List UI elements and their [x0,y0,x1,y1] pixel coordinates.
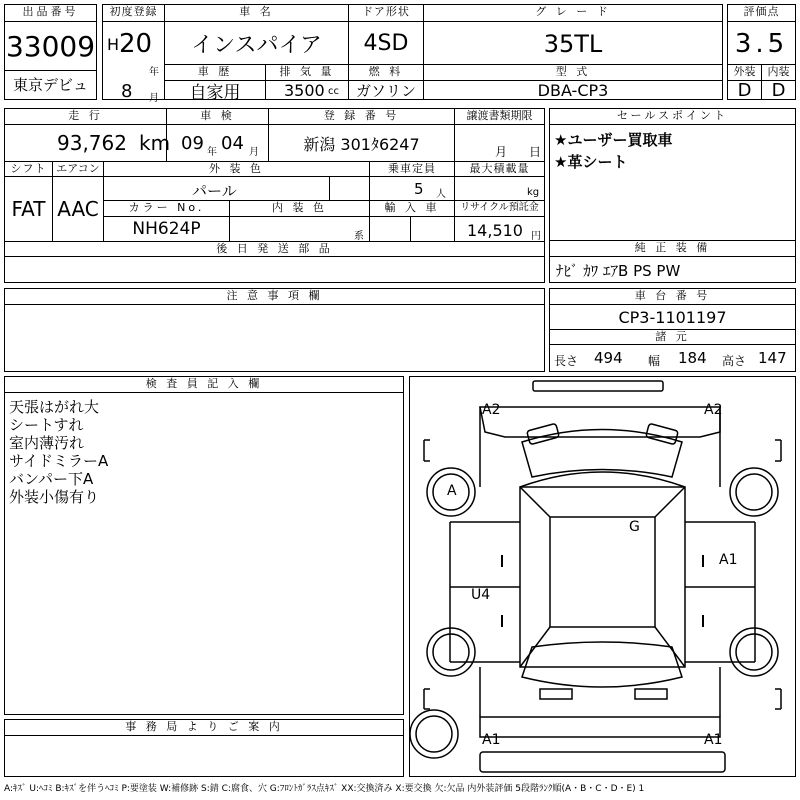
lot-label: 出品番号 [5,5,96,22]
inspection-label: 車 検 [167,109,269,125]
office-box [4,719,404,777]
interior-label: 内装 [762,64,795,81]
ext-color-value: パール [192,182,237,200]
reg-label: 登 録 番 号 [269,109,455,125]
displacement-label: 排 気 量 [266,64,349,81]
height-label: 高さ [722,354,747,368]
model-value: DBA-CP3 [537,80,609,100]
mark-a2-right: A2 [704,402,723,418]
import-divider [410,217,411,241]
mileage-label: 走 行 [5,109,167,125]
door-label: ドア形状 [349,5,424,22]
score-value: 3.5 [734,28,789,59]
inspection-year-unit: 年 [207,147,217,158]
int-color-cell [230,217,370,241]
mark-a1-bottom-right: A1 [704,732,723,748]
color-no-label: カラー No. [104,201,230,217]
ext-color-label: 外 装 色 [104,161,370,177]
inspector-line-1: 天張はがれ大 [9,398,100,416]
era: H [107,35,120,54]
inspector-box [4,376,404,715]
fuel-label: 燃 料 [349,64,424,81]
exterior-label: 外装 [728,64,762,81]
recycle-value: 14,510 [467,221,523,240]
fuel-value: ガソリン [349,81,424,99]
inspection-month: 04 [221,133,244,154]
legend-text: A:ｷｽﾞ U:ﾍｺﾐ B:ｷｽﾞを伴うﾍｺﾐ P:要塗装 W:補修跡 S:錆 C:腐食、穴 G:ﾌﾛﾝﾄｶﾞﾗｽ点ｷｽﾞ XX:交換済み X:要交換 欠:欠品 内外装評価 5段階ﾗﾝｸ順(A・B・C・D・E) 1 [4,784,645,794]
width-label: 幅 [648,354,661,368]
ext-color-divider [329,177,330,201]
first-reg-label: 初度登録 [103,5,164,22]
history-label: 車 歴 [165,64,266,81]
seats-value: 5 [414,180,424,198]
width-value: 184 [678,349,707,367]
inspector-line-5: バンパー下A [9,470,94,488]
sales-box [549,108,796,241]
length-value: 494 [594,349,623,367]
history-value: 自家用 [165,81,266,99]
interior-value: D [771,79,786,101]
seats-cell [370,177,455,201]
int-color-label: 内 装 色 [230,201,370,217]
load-unit: kg [527,187,540,198]
transfer-label: 譲渡書類期限 [455,109,544,125]
specs-label: 諸 元 [550,329,795,345]
inspector-line-4: サイドミラーA [9,452,109,470]
office-label: 事 務 局 よ り ご 案 内 [5,720,403,736]
car-diagram [410,377,795,776]
mark-a1-side: A1 [719,552,738,568]
import-cell [370,217,455,241]
mileage-cell [5,125,171,161]
car-info-table [164,4,723,103]
recycle-label: リサイクル預託金 [455,201,544,217]
sales-line-1: ★ユーザー買取車 [554,131,673,149]
chassis-label: 車 台 番 号 [550,289,795,305]
score-box [727,4,796,100]
shift-value: FAT [5,177,53,241]
grade-label: グ レ ー ド [424,5,722,22]
inspection-month-unit: 月 [249,147,259,158]
transfer-day-unit: 日 [529,145,542,159]
load-cell [455,177,544,201]
mileage-value: 93,762 [57,131,127,155]
detail-table [4,108,545,283]
mark-u4: U4 [471,587,491,603]
color-no-value: NH624P [104,217,230,241]
transfer-month-unit: 月 [495,145,508,159]
model-label: 型 式 [424,64,722,81]
exterior-value: D [728,81,762,99]
year: 20 [119,29,153,59]
ext-color-cell [104,177,370,201]
lot-number: 33009 [5,29,96,63]
ac-label: エアコン [53,161,104,177]
transfer-cell [455,125,544,161]
seats-label: 乗車定員 [370,161,455,177]
notes-box [4,288,545,372]
import-label: 輸 入 車 [370,201,455,217]
car-name: インスパイア [165,22,349,65]
inspector-line-6: 外装小傷有り [9,488,100,506]
seats-unit: 人 [436,189,446,200]
door-value: 4SD [349,22,424,65]
shift-label: シフト [5,161,53,177]
inspection-cell [167,125,269,161]
displacement-value: 3500 [284,81,325,100]
height-value: 147 [758,349,787,367]
car-diagram-box [409,376,796,777]
year-unit: 年 [149,67,159,78]
month: 8 [121,81,133,102]
inspector-line-3: 室内薄汚れ [9,434,85,452]
equipment-value: ﾅﾋﾞ ｶﾜ ｴｱB PS PW [556,262,681,280]
mark-a-wheel: A [447,483,457,499]
mark-a2-left: A2 [482,402,501,418]
recycle-unit: 円 [531,231,541,242]
car-name-label: 車 名 [165,5,349,22]
lot-box [4,4,97,100]
inspection-year: 09 [181,133,204,154]
ac-value: AAC [53,177,104,241]
equipment-box [549,240,796,283]
length-label: 長さ [554,354,579,368]
displacement-unit: cc [328,86,339,97]
mark-a1-bottom-left: A1 [482,732,501,748]
chassis-value: CP3-1101197 [618,307,727,327]
int-color-unit: 系 [354,231,364,242]
sales-line-2: ★革シート [554,153,628,171]
displacement-cell [266,81,349,99]
inspector-label: 検 査 員 記 入 欄 [5,377,403,393]
mark-g: G [629,519,640,535]
equipment-label: 純 正 装 備 [550,241,795,257]
month-unit: 月 [149,93,159,104]
recycle-cell [455,217,544,241]
load-label: 最大積載量 [455,161,544,177]
inspector-line-2: シートすれ [9,416,84,434]
first-reg-box [102,4,165,104]
score-label: 評価点 [728,5,795,22]
debut-text: 東京デビュ [5,70,96,98]
reg-value: 新潟 301ﾀ6247 [269,125,455,161]
chassis-box [549,288,796,372]
mileage-unit: km [139,131,171,155]
later-parts-label: 後 日 発 送 部 品 [5,241,544,257]
notes-label: 注 意 事 項 欄 [5,289,544,305]
grade-value: 35TL [543,29,603,58]
sales-label: セールスポイント [550,109,795,125]
